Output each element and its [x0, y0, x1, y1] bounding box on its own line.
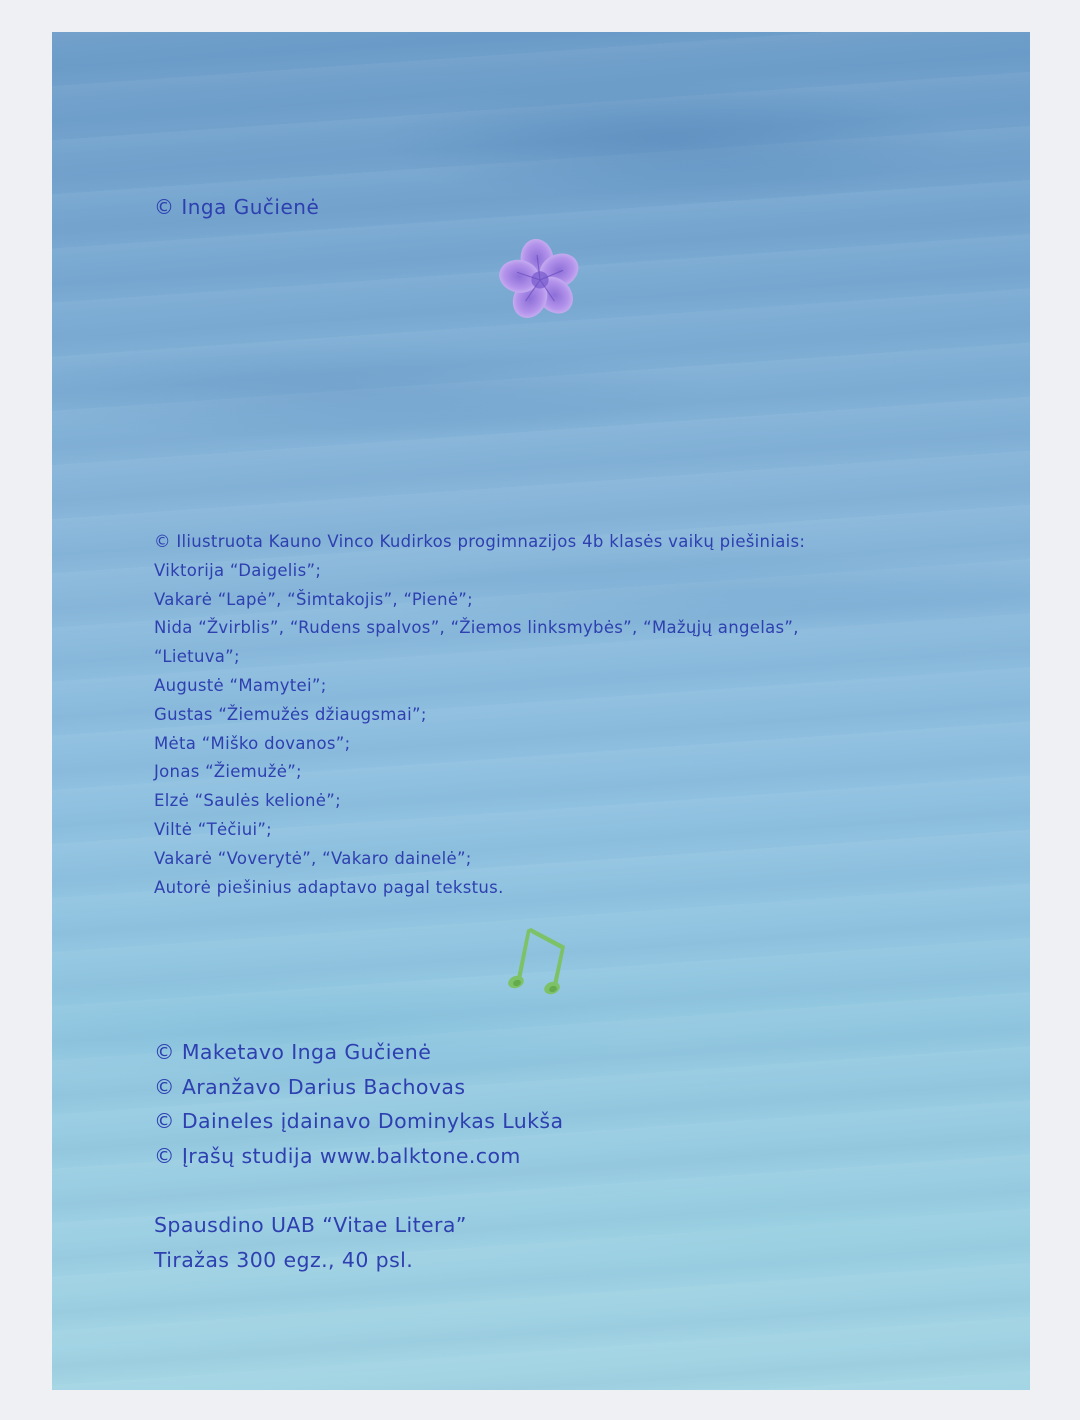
credit-line: Elzė “Saulės kelionė”; — [154, 791, 341, 811]
print-run-line: Tiražas 300 egz., 40 psl. — [154, 1247, 414, 1272]
production-credits — [154, 1035, 563, 1173]
production-line: © Įrašų studija www.balktone.com — [154, 1143, 521, 1168]
credit-line: Mėta “Miško dovanos”; — [154, 733, 351, 753]
credit-line: “Lietuva”; — [154, 647, 240, 667]
book-imprint-page — [52, 32, 1030, 1390]
printer-line: Spausdino UAB “Vitae Litera” — [154, 1213, 467, 1237]
credit-line: Nida “Žvirblis”, “Rudens spalvos”, “Žiemos linksmybės”, “Mažųjų angelas”, — [154, 618, 799, 638]
production-line: © Daineles įdainavo Dominykas Lukša — [154, 1109, 564, 1134]
credit-line: Gustas “Žiemužės džiaugsmai”; — [154, 704, 427, 724]
illustration-credits — [154, 528, 805, 902]
production-line: © Aranžavo Darius Bachovas — [154, 1074, 466, 1099]
violet-flower-icon — [492, 230, 588, 326]
credit-line: © Iliustruota Kauno Vinco Kudirkos progimnazijos 4b klasės vaikų piešiniais: — [154, 532, 806, 551]
printing-info — [154, 1208, 467, 1277]
credit-line: Viltė “Tėčiui”; — [154, 819, 273, 839]
credit-line: Viktorija “Daigelis”; — [154, 560, 322, 580]
author-copyright: © Inga Gučienė — [154, 195, 320, 219]
production-line: © Maketavo Inga Gučienė — [154, 1040, 432, 1064]
credit-line: Jonas “Žiemužė”; — [154, 762, 302, 782]
credit-line: Vakarė “Voverytė”, “Vakaro dainelė”; — [154, 848, 472, 868]
credit-line: Vakarė “Lapė”, “Šimtakojis”, “Pienė”; — [154, 589, 473, 609]
green-music-note-icon — [507, 920, 573, 998]
credit-line: Autorė piešinius adaptavo pagal tekstus. — [154, 877, 504, 897]
credit-line: Augustė “Mamytei”; — [154, 675, 327, 695]
